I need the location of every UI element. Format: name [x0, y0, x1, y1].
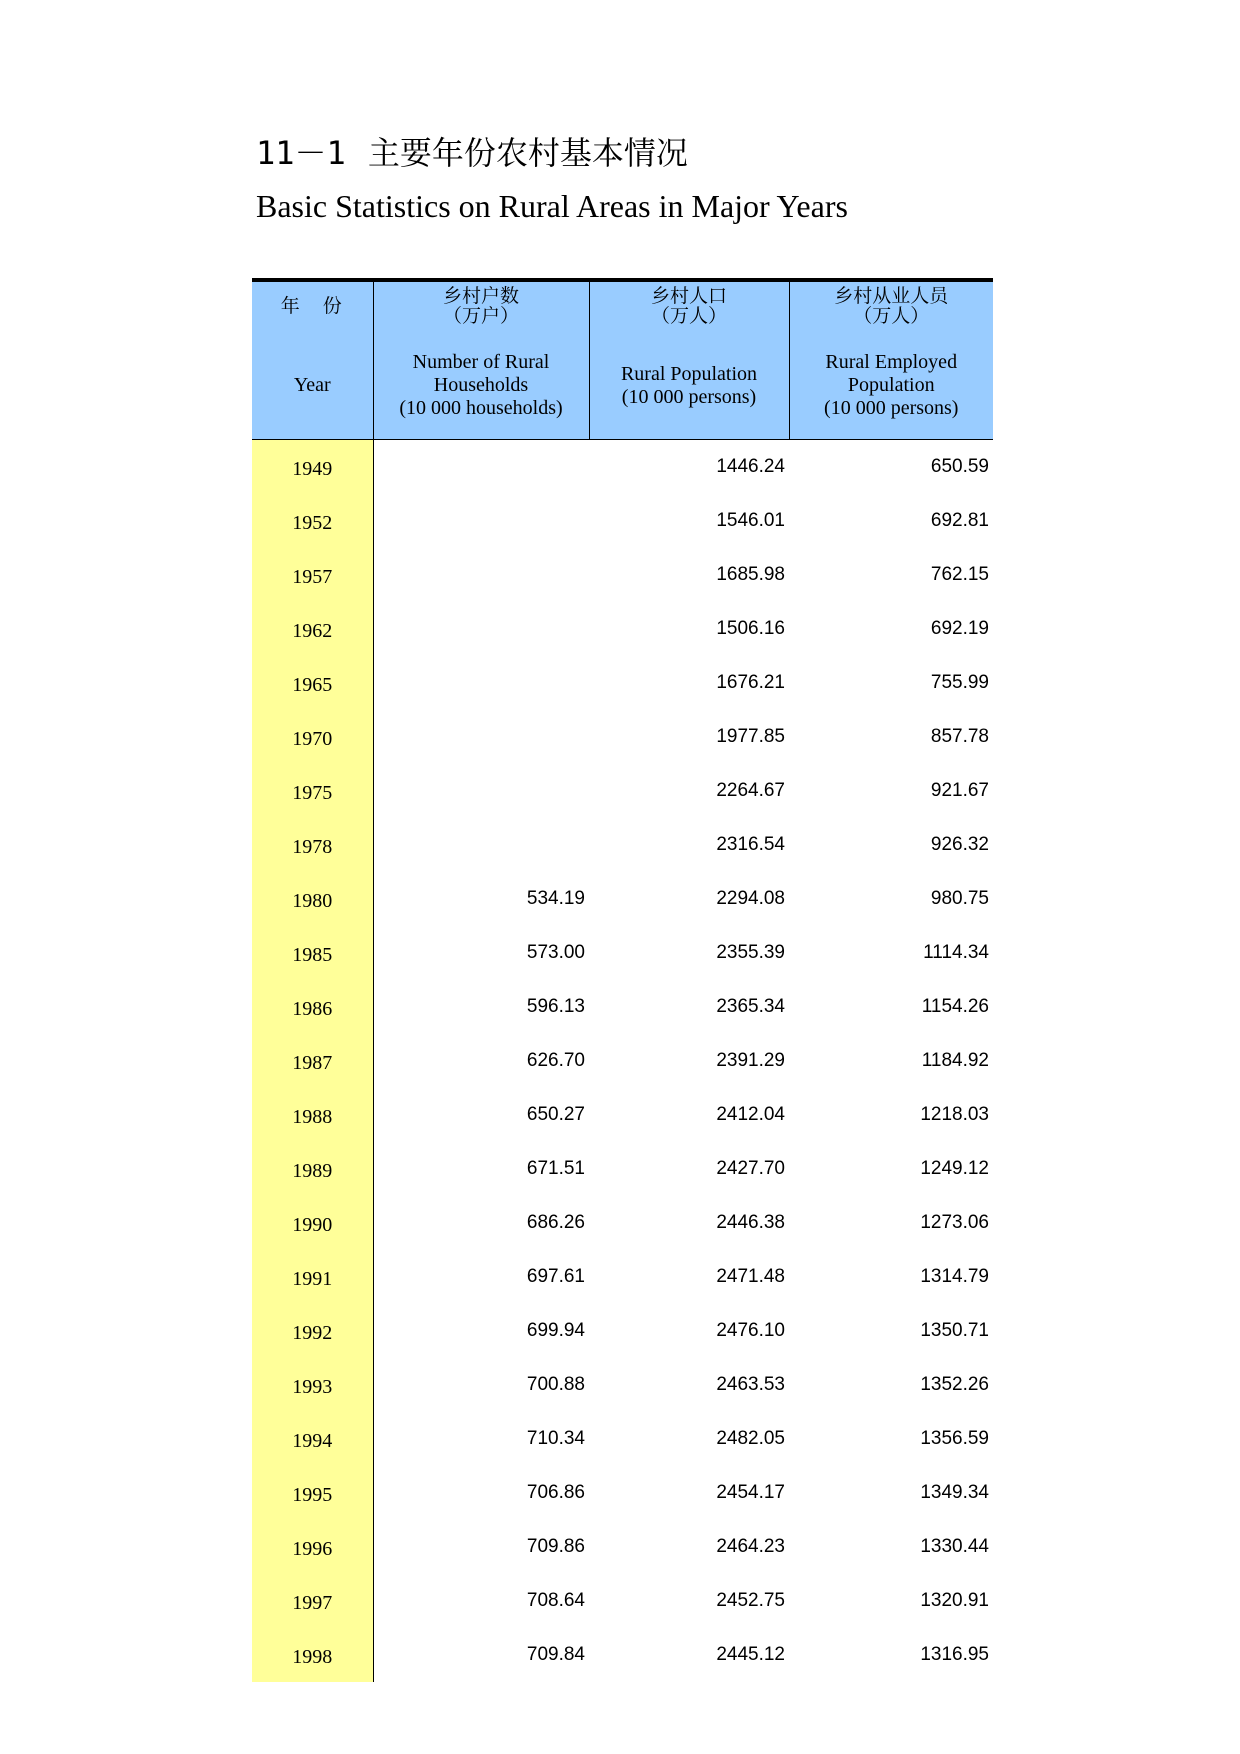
table-title-english: Basic Statistics on Rural Areas in Major Years [256, 188, 848, 224]
table-body [252, 440, 993, 1683]
population-cell: 1676.21 [716, 672, 785, 693]
year-cell: 1970 [252, 710, 373, 764]
employed-cell: 755.99 [930, 672, 989, 693]
employed-cell: 1349.34 [920, 1482, 989, 1503]
year-cell: 1965 [252, 656, 373, 710]
households-cell: 596.13 [526, 996, 585, 1017]
year-cell: 1985 [252, 926, 373, 980]
table-row [252, 440, 993, 495]
households-cell: 710.34 [526, 1428, 585, 1449]
header-population-cn: 乡村人口 （万人） [650, 285, 727, 327]
population-cell: 2464.23 [716, 1536, 785, 1557]
households-cell: 699.94 [526, 1320, 585, 1341]
table-row [252, 710, 993, 764]
year-cell: 1990 [252, 1196, 373, 1250]
households-cell: 697.61 [526, 1266, 585, 1287]
year-cell: 1957 [252, 548, 373, 602]
table-title-chinese [256, 132, 688, 174]
year-cell: 1986 [252, 980, 373, 1034]
header-row [252, 280, 993, 440]
households-cell: 709.84 [526, 1644, 585, 1665]
table-row [252, 818, 993, 872]
households-cell: 706.86 [526, 1482, 585, 1503]
year-cell: 1962 [252, 602, 373, 656]
header-households-en: Number of Rural Households (10 000 households) [399, 351, 563, 419]
table-row [252, 1088, 993, 1142]
table-row [252, 1520, 993, 1574]
households-cell: 671.51 [526, 1158, 585, 1179]
households-cell: 534.19 [526, 888, 585, 909]
population-cell: 2427.70 [716, 1158, 785, 1179]
households-cell [373, 764, 589, 818]
population-cell: 2412.04 [716, 1104, 785, 1125]
households-cell: 700.88 [526, 1374, 585, 1395]
population-cell: 2316.54 [716, 834, 785, 855]
year-cell: 1949 [252, 440, 373, 495]
table-row [252, 1250, 993, 1304]
population-cell: 2391.29 [716, 1050, 785, 1071]
employed-cell: 1352.26 [920, 1374, 989, 1395]
header-employed-en: Rural Employed Population (10 000 persons) [824, 351, 959, 419]
year-cell: 1996 [252, 1520, 373, 1574]
table-row [252, 1196, 993, 1250]
year-cell: 1987 [252, 1034, 373, 1088]
households-cell [373, 494, 589, 548]
employed-cell: 1316.95 [920, 1644, 989, 1665]
population-cell: 1506.16 [716, 618, 785, 639]
employed-cell: 1184.92 [921, 1050, 989, 1071]
employed-cell: 921.67 [930, 780, 989, 801]
table-row [252, 1574, 993, 1628]
year-cell: 1997 [252, 1574, 373, 1628]
employed-cell: 926.32 [930, 834, 989, 855]
table-row [252, 1304, 993, 1358]
population-cell: 2471.48 [716, 1266, 785, 1287]
households-cell [373, 440, 589, 495]
year-cell: 1994 [252, 1412, 373, 1466]
header-year-en: Year [293, 374, 331, 396]
table-row [252, 980, 993, 1034]
population-cell: 2454.17 [716, 1482, 785, 1503]
households-cell: 686.26 [526, 1212, 585, 1233]
header-population-en: Rural Population (10 000 persons) [620, 363, 758, 408]
employed-cell: 1356.59 [920, 1428, 989, 1449]
employed-cell: 1249.12 [920, 1158, 989, 1179]
table-row [252, 1628, 993, 1682]
year-cell: 1978 [252, 818, 373, 872]
employed-cell: 650.59 [930, 456, 989, 477]
population-cell: 1546.01 [716, 510, 785, 531]
households-cell [373, 602, 589, 656]
employed-cell: 1320.91 [920, 1590, 989, 1611]
employed-cell: 1154.26 [921, 996, 989, 1017]
header-employed [789, 280, 993, 440]
population-cell: 2482.05 [716, 1428, 785, 1449]
households-cell: 626.70 [526, 1050, 585, 1071]
population-cell: 2355.39 [716, 942, 785, 963]
employed-cell: 762.15 [930, 564, 989, 585]
employed-cell: 1350.71 [920, 1320, 989, 1341]
population-cell: 2445.12 [716, 1644, 785, 1665]
employed-cell: 857.78 [930, 726, 989, 747]
table-row [252, 872, 993, 926]
households-cell: 708.64 [526, 1590, 585, 1611]
year-cell: 1980 [252, 872, 373, 926]
population-cell: 1977.85 [716, 726, 785, 747]
year-cell: 1989 [252, 1142, 373, 1196]
year-cell: 1998 [252, 1628, 373, 1682]
header-population [589, 280, 789, 440]
table-row [252, 764, 993, 818]
employed-cell: 1330.44 [920, 1536, 989, 1557]
employed-cell: 1218.03 [920, 1104, 989, 1125]
households-cell: 709.86 [526, 1536, 585, 1557]
year-cell: 1975 [252, 764, 373, 818]
population-cell: 1446.24 [716, 456, 785, 477]
population-cell: 2365.34 [716, 996, 785, 1017]
households-cell: 650.27 [526, 1104, 585, 1125]
year-cell: 1991 [252, 1250, 373, 1304]
table-header [252, 280, 993, 440]
households-cell: 573.00 [526, 942, 585, 963]
table-row [252, 602, 993, 656]
table-row [252, 1466, 993, 1520]
population-cell: 2463.53 [716, 1374, 785, 1395]
population-cell: 2476.10 [716, 1320, 785, 1341]
households-cell [373, 818, 589, 872]
statistics-table [252, 278, 993, 1682]
table-title-cn-text: 主要年份农村基本情况 [367, 134, 688, 172]
employed-cell: 980.75 [930, 888, 989, 909]
employed-cell: 692.81 [930, 510, 989, 531]
header-households [373, 280, 589, 440]
households-cell [373, 710, 589, 764]
table-row [252, 926, 993, 980]
households-cell [373, 656, 589, 710]
table-row [252, 1142, 993, 1196]
year-cell: 1992 [252, 1304, 373, 1358]
population-cell: 1685.98 [716, 564, 785, 585]
year-cell: 1988 [252, 1088, 373, 1142]
header-year [252, 280, 373, 440]
header-households-cn: 乡村户数 （万户） [442, 285, 519, 327]
table-row [252, 548, 993, 602]
table-row [252, 656, 993, 710]
year-cell: 1993 [252, 1358, 373, 1412]
year-cell: 1952 [252, 494, 373, 548]
population-cell: 2264.67 [716, 780, 785, 801]
table-row [252, 1358, 993, 1412]
population-cell: 2452.75 [716, 1590, 785, 1611]
year-cell: 1995 [252, 1466, 373, 1520]
table-row [252, 494, 993, 548]
header-employed-cn: 乡村从业人员 （万人） [834, 285, 949, 327]
employed-cell: 1273.06 [920, 1212, 989, 1233]
households-cell [373, 548, 589, 602]
table-row [252, 1412, 993, 1466]
population-cell: 2446.38 [716, 1212, 785, 1233]
employed-cell: 692.19 [930, 618, 989, 639]
statistics-table-container [252, 278, 993, 1682]
population-cell: 2294.08 [716, 888, 785, 909]
employed-cell: 1114.34 [923, 942, 989, 963]
table-row [252, 1034, 993, 1088]
table-number: 11－1 [256, 134, 346, 172]
employed-cell: 1314.79 [920, 1266, 989, 1287]
header-year-cn: 年 份 [280, 295, 344, 317]
